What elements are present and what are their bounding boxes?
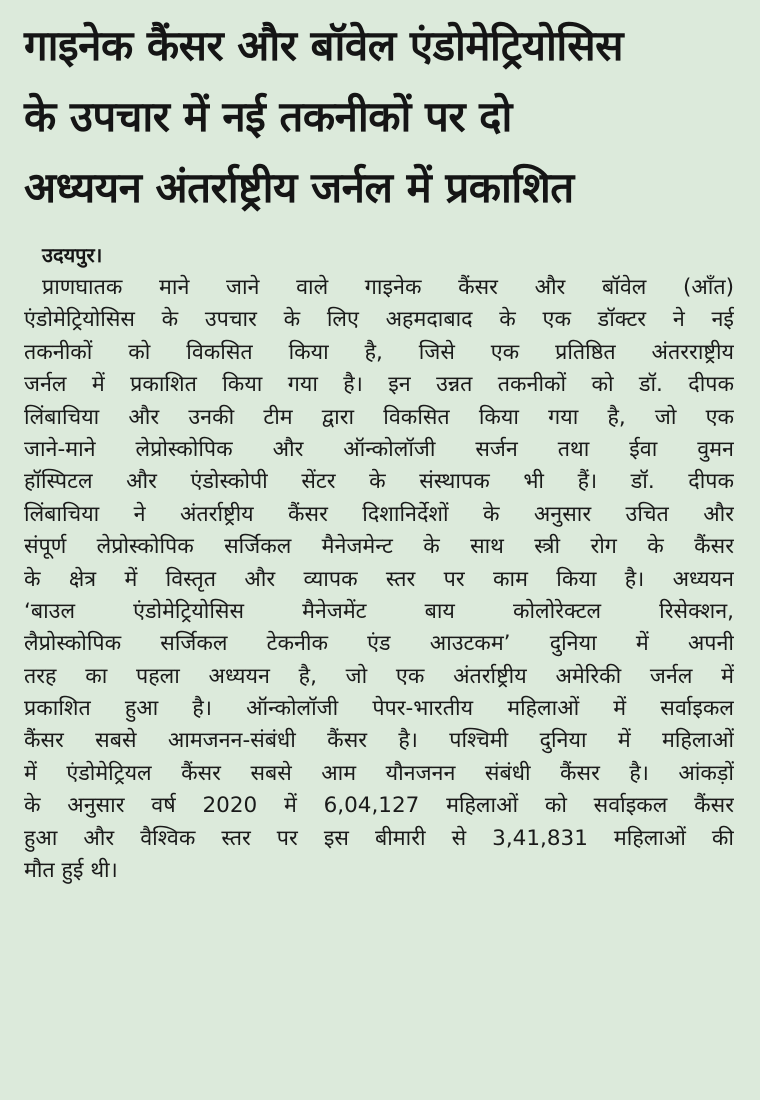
body-line: प्राणघातक माने जाने वाले गाइनेक कैंसर और बॉवेल (आँत) xyxy=(42,275,734,300)
headline-line-2: के उपचार में नई तकनीकों पर दो xyxy=(24,92,512,141)
article-body xyxy=(24,272,734,887)
body-line: एंडोमेट्रियोसिस के उपचार के लिए अहमदाबाद के एक डॉक्टर ने नई xyxy=(24,307,734,333)
body-line: के अनुसार वर्ष 2020 में 6,04,127 महिलाओं को सर्वाइकल कैंसर xyxy=(24,793,734,819)
headline-line-1: गाइनेक कैंसर और बॉवेल एंडोमेट्रियोसिस xyxy=(24,21,623,70)
headline-line-3: अध्ययन अंतर्राष्ट्रीय जर्नल में प्रकाशित xyxy=(24,163,574,212)
headline xyxy=(24,10,734,223)
body-line: लिंबाचिया ने अंतर्राष्ट्रीय कैंसर दिशानिर्देशों के अनुसार उचित और xyxy=(24,501,734,527)
body-line: हॉस्पिटल और एंडोस्कोपी सेंटर के संस्थापक भी हैं। डॉ. दीपक xyxy=(24,469,734,495)
body-line: तरह का पहला अध्ययन है, जो एक अंतर्राष्ट्रीय अमेरिकी जर्नल में xyxy=(24,663,734,689)
body-line: मौत हुई थी। xyxy=(24,858,118,884)
body-line: जर्नल में प्रकाशित किया गया है। इन उन्नत तकनीकों को डॉ. दीपक xyxy=(24,372,734,398)
body-line: तकनीकों को विकसित किया है, जिसे एक प्रतिष्ठित अंतरराष्ट्रीय xyxy=(24,339,734,365)
body-line: प्रकाशित हुआ है। ऑन्कोलॉजी पेपर-भारतीय महिलाओं में सर्वाइकल xyxy=(24,696,734,722)
body-line: हुआ और वैश्विक स्तर पर इस बीमारी से 3,41,831 महिलाओं की xyxy=(24,825,734,851)
dateline: उदयपुर। xyxy=(42,243,103,267)
body-line: लैप्रोस्कोपिक सर्जिकल टेकनीक एंड आउटकम’ दुनिया में अपनी xyxy=(24,631,734,657)
body-line: संपूर्ण लेप्रोस्कोपिक सर्जिकल मैनेजमेन्ट के साथ स्त्री रोग के कैंसर xyxy=(24,534,734,560)
body-line: जाने-माने लेप्रोस्कोपिक और ऑन्कोलॉजी सर्जन तथा ईवा वुमन xyxy=(24,436,734,462)
body-line: में एंडोमेट्रियल कैंसर सबसे आम यौनजनन संबंधी कैंसर है। आंकड़ों xyxy=(24,760,734,786)
body-line: के क्षेत्र में विस्तृत और व्यापक स्तर पर काम किया है। अध्ययन xyxy=(24,566,734,592)
body-line: ‘बाउल एंडोमेट्रियोसिस मैनेजमेंट बाय कोलोरेक्टल रिसेक्शन, xyxy=(24,598,734,624)
body-line: लिंबाचिया और उनकी टीम द्वारा विकसित किया गया है, जो एक xyxy=(24,404,734,430)
body-line: कैंसर सबसे आमजनन-संबंधी कैंसर है। पश्चिमी दुनिया में महिलाओं xyxy=(24,728,734,754)
